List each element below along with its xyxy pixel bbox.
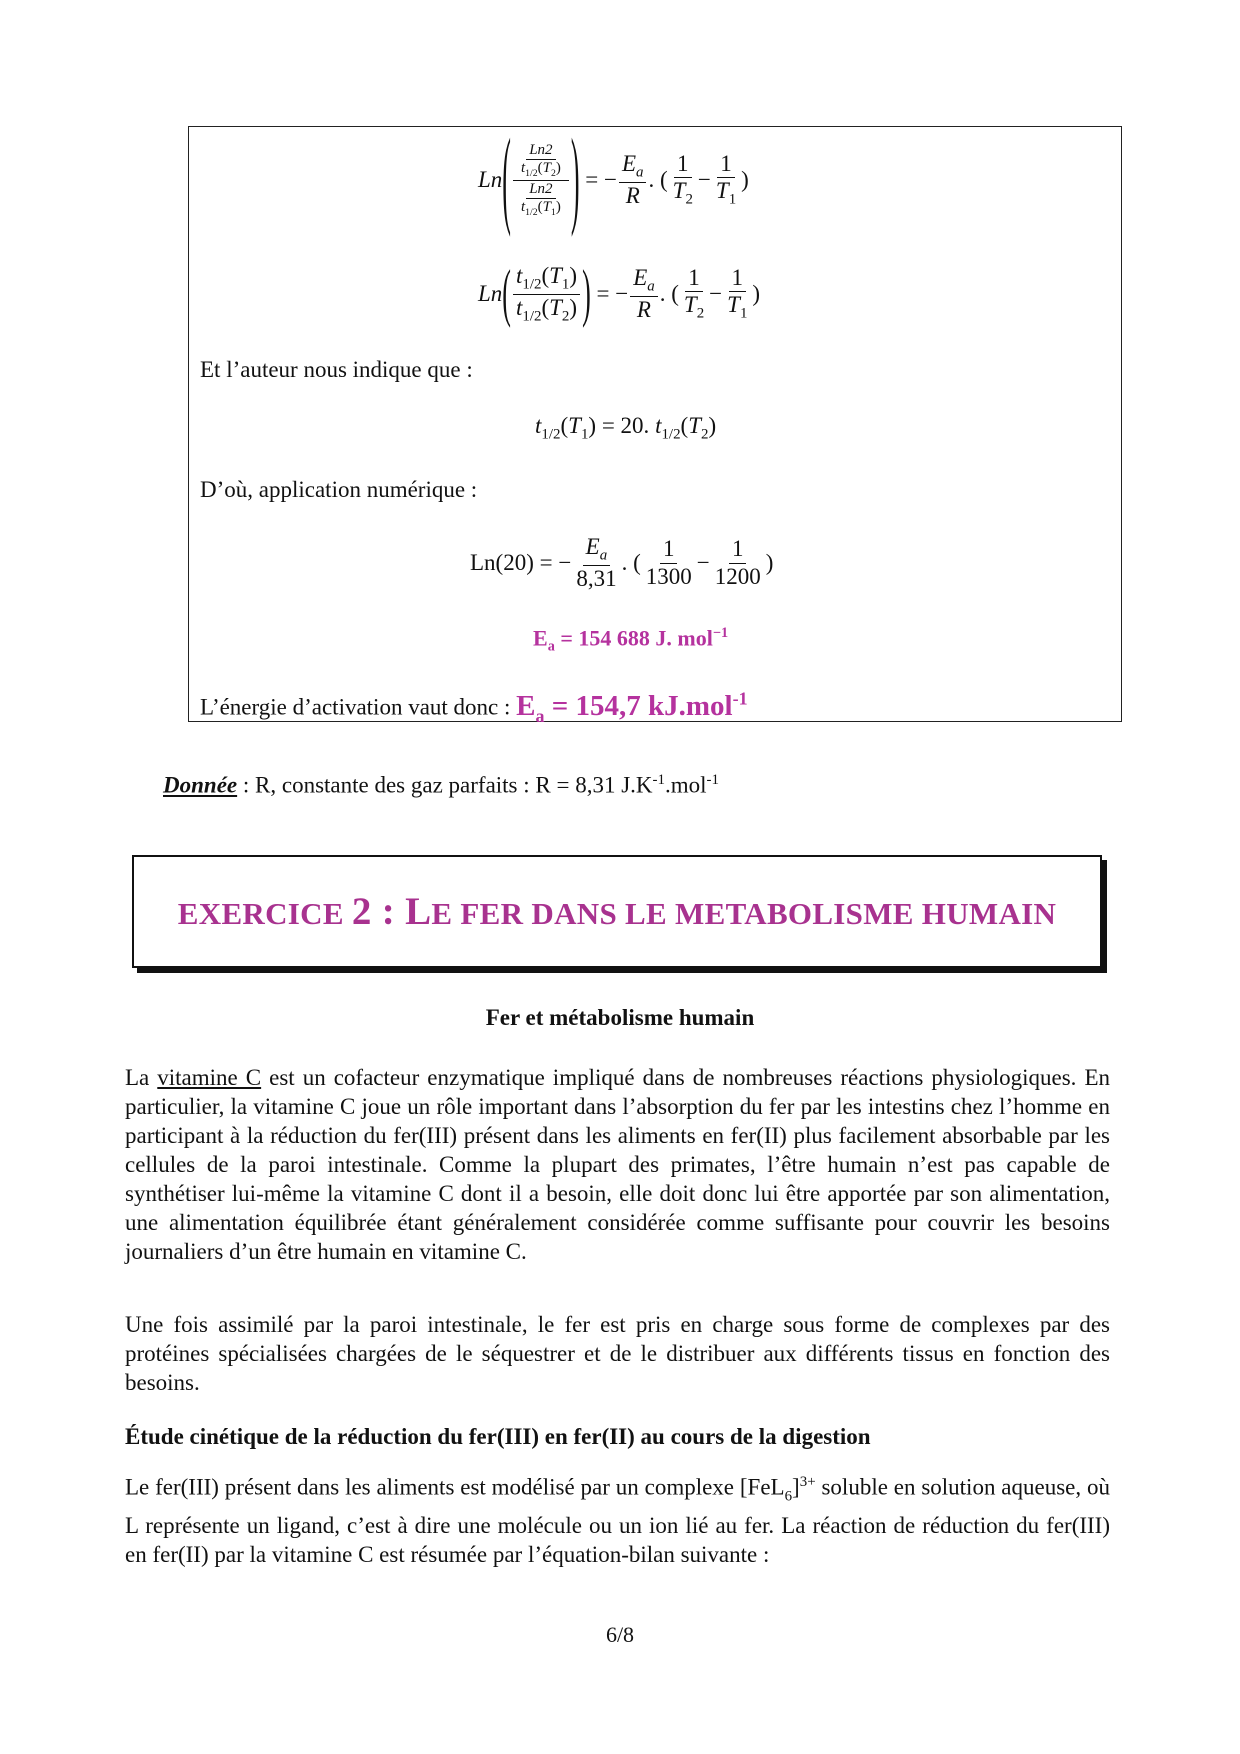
author-text: Et l’auteur nous indique que : [200, 357, 473, 382]
result-joules-exp: −1 [712, 625, 729, 641]
ea-symbol: E [621, 150, 637, 176]
r-value: 8,31 [576, 565, 617, 591]
result-ea-joules: $E_a = 154$ 688 J. mol$^{-1}$ [533, 625, 729, 655]
equation-3: Ln(20) = − $\frac{E_a}{8,31}$ . ( $\frac{1}{1300}$ − $\frac{1}{1200}$ ) [470, 533, 774, 591]
p-complexe-mid: ] [792, 1474, 800, 1500]
donnee-mid: .mol [664, 772, 707, 798]
ln2-top: Ln2 [529, 142, 553, 159]
equation-1: Ln ( $\frac{\frac{Ln2}{t_{1/2}(T_2)}}{\frac{Ln2}{t_{1/2}(T_1)}}$ ) = − $\frac{E_a}{R}$ . ( $\frac{1}{T_2}$ − $\frac{1}{T_1}$ ) [478, 117, 749, 239]
ln-symbol: Ln [478, 167, 503, 192]
ln-symbol-2: Ln [478, 281, 503, 306]
p-complexe-sup: 3+ [799, 1474, 816, 1490]
exercise-banner [132, 855, 1102, 968]
result-kj-exp: -1 [732, 688, 748, 708]
r-symbol: R [625, 182, 640, 208]
section-title-fer-metabolisme: Fer et métabolisme humain [485, 1005, 755, 1030]
equation-2: Ln ( $\frac{t_{1/2}(T_1)}{t_{1/2}(T_2)}$ ) = − $\frac{E_a}{R}$ . ( $\frac{1}{T_2}$ − $\frac{1}{T_1}$ ) [478, 256, 761, 329]
p-complexe-rest: soluble en solution aqueuse, où L représente un ligand, c’est à dire une molécule ou un ion lié au fer. La réaction de réduction du fer(III) en fer(II) par la vitamine C est résumée par l’équation-bilan suivante : [125, 1474, 1110, 1568]
paragraph-vitamine-c [125, 1063, 1110, 1266]
exercise-prefix: EXERCICE [177, 896, 352, 931]
t1-value: 1200 [714, 563, 761, 589]
donnee-exp2: -1 [706, 772, 719, 788]
donnee-exp1: -1 [652, 772, 665, 788]
p-complexe-sub: 6 [784, 1488, 793, 1505]
paragraph-complexe [125, 1468, 1110, 1569]
result-joules-value: 154 688 J. mol [578, 625, 713, 651]
vitamine-c-link[interactable]: vitamine C [157, 1065, 262, 1090]
page-number: 6/8 [605, 1622, 635, 1647]
section-title-etude-cinetique: Étude cinétique de la réduction du fer(III) en fer(II) au cours de la digestion [125, 1424, 871, 1449]
paragraph-assimilation: Une fois assimilé par la paroi intestinale, le fer est pris en charge sous forme de complexes par des protéines spécialisées chargées de le séquestrer et de le distribuer aux différents tissus en fonction des besoins. [125, 1312, 1110, 1395]
exercise-number: 2 [351, 890, 372, 933]
donnee-text: : R, constante des gaz parfaits : R = 8,31 J.K [237, 772, 653, 798]
numeric-application-text: D’où, application numérique : [200, 477, 478, 502]
half-life-relation: $t_{1/2}(T_1) = 20$. $t_{1/2}(T_2)$ [535, 413, 717, 443]
conclusion-text: L’énergie d’activation vaut donc : [200, 694, 517, 720]
ln2-bottom: Ln2 [529, 180, 553, 197]
result-kj-value: = 154,7 kJ.mol [551, 689, 733, 722]
ln20-lhs: Ln(20) = − [470, 550, 572, 575]
p1-start: La [125, 1065, 158, 1090]
exercise-cap: L [405, 890, 432, 933]
p-complexe-start: Le fer(III) présent dans les aliments est modélisé par un complexe [FeL [125, 1474, 785, 1500]
conclusion-line: L’énergie d’activation vaut donc : $E_a = 154,7$ kJ.mol$^{-1}$ [200, 688, 748, 726]
exercise-rest: E FER DANS LE METABOLISME HUMAIN [431, 896, 1057, 931]
donnee-line [163, 766, 719, 800]
exercise-sep: : [371, 890, 406, 933]
t2-value: 1300 [645, 563, 692, 589]
p1-rest: est un cofacteur enzymatique impliqué dans de nombreuses réactions physiologiques. En particulier, la vitamine C joue un rôle important dans l’absorption du fer par les intestins chez l’homme en participant à la réduction du fer(III) présent dans les aliments en fer(II) plus facilement absorbable par les cellules de la paroi intestinale. Comme la plupart des primates, l’être humain n’est pas capable de synthétiser lui-même la vitamine C dont il a besoin, elle doit donc lui être apportée par son alimentation, une alimentation équilibrée étant généralement considérée comme suffisante pour couvrir les besoins journaliers d’un être humain en vitamine C. [125, 1065, 1110, 1264]
t-top: t [520, 160, 526, 177]
donnee-label: Donnée [163, 772, 238, 798]
t-bottom: t [520, 198, 526, 215]
exercise-title [178, 889, 1056, 934]
